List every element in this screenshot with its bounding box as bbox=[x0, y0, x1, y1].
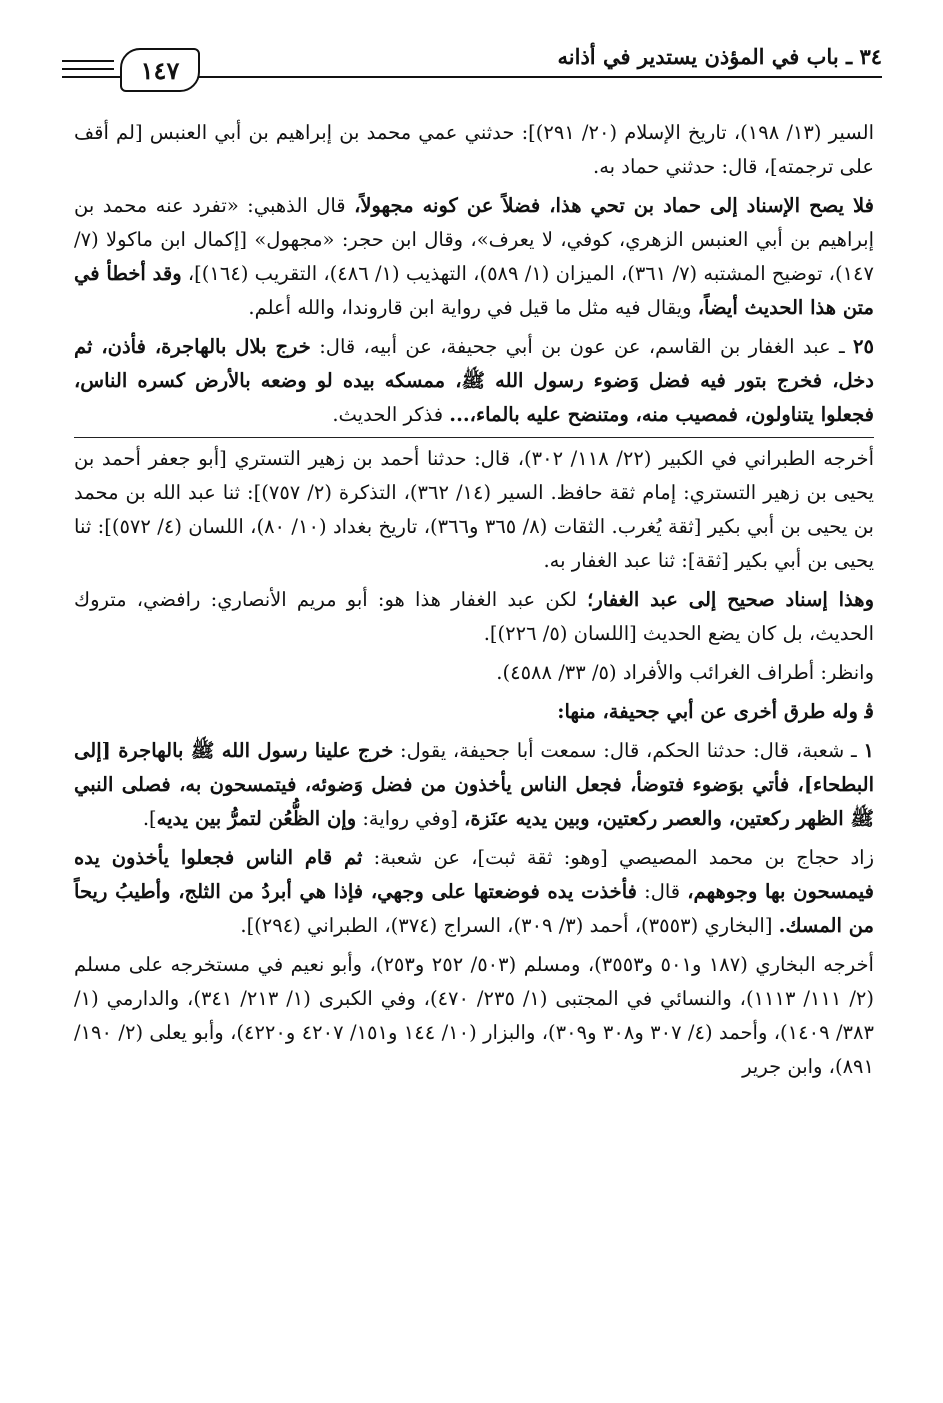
text-segment: زاد حجاج بن محمد المصيصي [وهو: ثقة ثبت]، عن شعبة: bbox=[362, 846, 874, 869]
text-segment: قال الذهبي: «تفرد عنه محمد بن إبراهيم بن أبي العنبس الزهري، كوفي، لا يعرف»، وقال ابن حجر: «مجهول» [إكمال ابن ماكولا (٧/ ١٤٧)، توضيح المشتبه (٧/ ٣٦١)، الميزان (١/ ٥٨٩)، التهذيب (١/ ٤٨٦)، التقريب (١٦٤)]، bbox=[74, 194, 874, 285]
text-segment: ويقال فيه مثل ما قيل في رواية ابن قاروندا، والله أعلم. bbox=[248, 296, 698, 319]
text-segment: فذكر الحديث. bbox=[332, 403, 450, 426]
paragraph bbox=[74, 189, 874, 325]
paragraph bbox=[74, 583, 874, 651]
bold-text-segment: وإن الظُّعُن لتمرُّ بين يديه bbox=[156, 807, 357, 830]
paragraph bbox=[74, 841, 874, 943]
bold-text-segment: ١ bbox=[863, 739, 874, 762]
page-number: ١٤٧ bbox=[140, 55, 180, 85]
paragraph bbox=[74, 948, 874, 1084]
page-header bbox=[62, 34, 882, 94]
text-segment: [وفي رواية: bbox=[356, 807, 465, 830]
text-segment: وانظر: أطراف الغرائب والأفراد (٥/ ٣٣/ ٤٥٨٨). bbox=[496, 661, 874, 684]
paragraph bbox=[74, 116, 874, 184]
text-segment: ]. bbox=[142, 807, 157, 830]
bold-text-segment: ٢٥ bbox=[853, 335, 874, 358]
bold-text-segment: خرج علينا رسول الله ﷺ بالهاجرة [إلى البطحاء]، فأتي بوَضوء فتوضأ، فجعل الناس يأخذون من فضل وَضوئه، فيتمسحون به، فصلى النبي ﷺ الظهر ركعتين، والعصر ركعتين، وبين يديه عنَزة، bbox=[74, 739, 874, 830]
bold-text-segment: ﭬ وله طرق أخرى عن أبي جحيفة، منها: bbox=[557, 700, 874, 723]
bold-text-segment: فأخذت يده فوضعتها على وجهي، فإذا هي أبردُ من الثلج، وأطيبُ ريحاً من المسك. bbox=[74, 880, 874, 937]
bold-text-segment: ثم قام الناس فجعلوا يأخذون يده فيمسحون بها وجوههم، bbox=[74, 846, 874, 903]
paragraph bbox=[74, 442, 874, 578]
paragraph bbox=[74, 656, 874, 690]
text-segment: [البخاري (٣٥٥٣)، أحمد (٣/ ٣٠٩)، السراج (٣٧٤)، الطبراني (٢٩٤)]. bbox=[240, 914, 779, 937]
paragraph bbox=[74, 734, 874, 836]
bold-text-segment: خرج بلال بالهاجرة، فأذن، ثم دخل، فخرج بتور فيه فضل وَضوء رسول الله ﷺ، ممسكه بيده لو وضعه بالأرض كسره الناس، فجعلوا يتناولون، فمصيب منه، ومتنضح عليه بالماء،... bbox=[74, 335, 874, 426]
bold-text-segment: وهذا إسناد صحيح إلى عبد الغفار؛ bbox=[587, 588, 874, 611]
text-segment: ـ شعبة، قال: حدثنا الحكم، قال: سمعت أبا جحيفة، يقول: bbox=[393, 739, 864, 762]
text-segment: أخرجه البخاري (١٨٧ و٥٠١ و٣٥٥٣)، ومسلم (٥٠٣/ ٢٥٢ و٢٥٣)، وأبو نعيم في مستخرجه على مسلم (٢/ ١١١/ ١١١٣)، والنسائي في المجتبى (١/ ٢٣٥/ ٤٧٠)، وفي الكبرى (١/ ٢١٣/ ٣٤١)، والدارمي (١/ ٣٨٣/ ١٤٠٩)، وأحمد (٤/ ٣٠٧ و٣٠٨ و٣٠٩)، والبزار (١٠/ ١٤٤ و١٥١/ ٤٢٠٧ و٤٢٢٠)، وأبو يعلى (٢/ ١٩٠/ ٨٩١)، وابن جرير bbox=[74, 953, 874, 1078]
chapter-title: ٣٤ ـ باب في المؤذن يستدير في أذانه bbox=[557, 44, 882, 69]
text-segment: أخرجه الطبراني في الكبير (٢٢/ ١١٨/ ٣٠٢)، قال: حدثنا أحمد بن زهير التستري [أبو جعفر أحمد بن يحيى بن زهير التستري: إمام ثقة حافظ. السير (١٤/ ٣٦٢)، التذكرة (٢/ ٧٥٧)]: ثنا عبد الله بن محمد بن يحيى بن أبي بكير [ثقة يُغرب. الثقات (٨/ ٣٦٥ و٣٦٦)، تاريخ بغداد (١٠/ ٨٠)، اللسان (٤/ ٥٧٢)]: ثنا يحيى بن أبي بكير [ثقة]: ثنا عبد الغفار به. bbox=[74, 447, 874, 572]
bold-text-segment: فلا يصح الإسناد إلى حماد بن تحي هذا، فضلاً عن كونه مجهولاً، bbox=[354, 194, 874, 217]
paragraph bbox=[74, 695, 874, 729]
text-segment: ـ عبد الغفار بن القاسم، عن عون بن أبي جحيفة، عن أبيه، قال: bbox=[310, 335, 854, 358]
text-segment: قال: bbox=[637, 880, 688, 903]
page-number-badge bbox=[120, 48, 200, 92]
page-body bbox=[74, 116, 874, 1089]
paragraph bbox=[74, 330, 874, 432]
ornament-lines bbox=[62, 60, 114, 80]
bold-text-segment: وقد أخطأ في متن هذا الحديث أيضاً، bbox=[74, 262, 874, 319]
footnote-divider bbox=[74, 437, 874, 438]
text-segment: لكن عبد الغفار هذا هو: أبو مريم الأنصاري: رافضي، متروك الحديث، بل كان يضع الحديث [اللسان (٥/ ٢٢٦)]. bbox=[74, 588, 874, 645]
text-segment: السير (١٣/ ١٩٨)، تاريخ الإسلام (٢٠/ ٢٩١)]: حدثني عمي محمد بن إبراهيم بن أبي العنبس [لم أقف على ترجمته]، قال: حدثني حماد به. bbox=[74, 121, 875, 178]
